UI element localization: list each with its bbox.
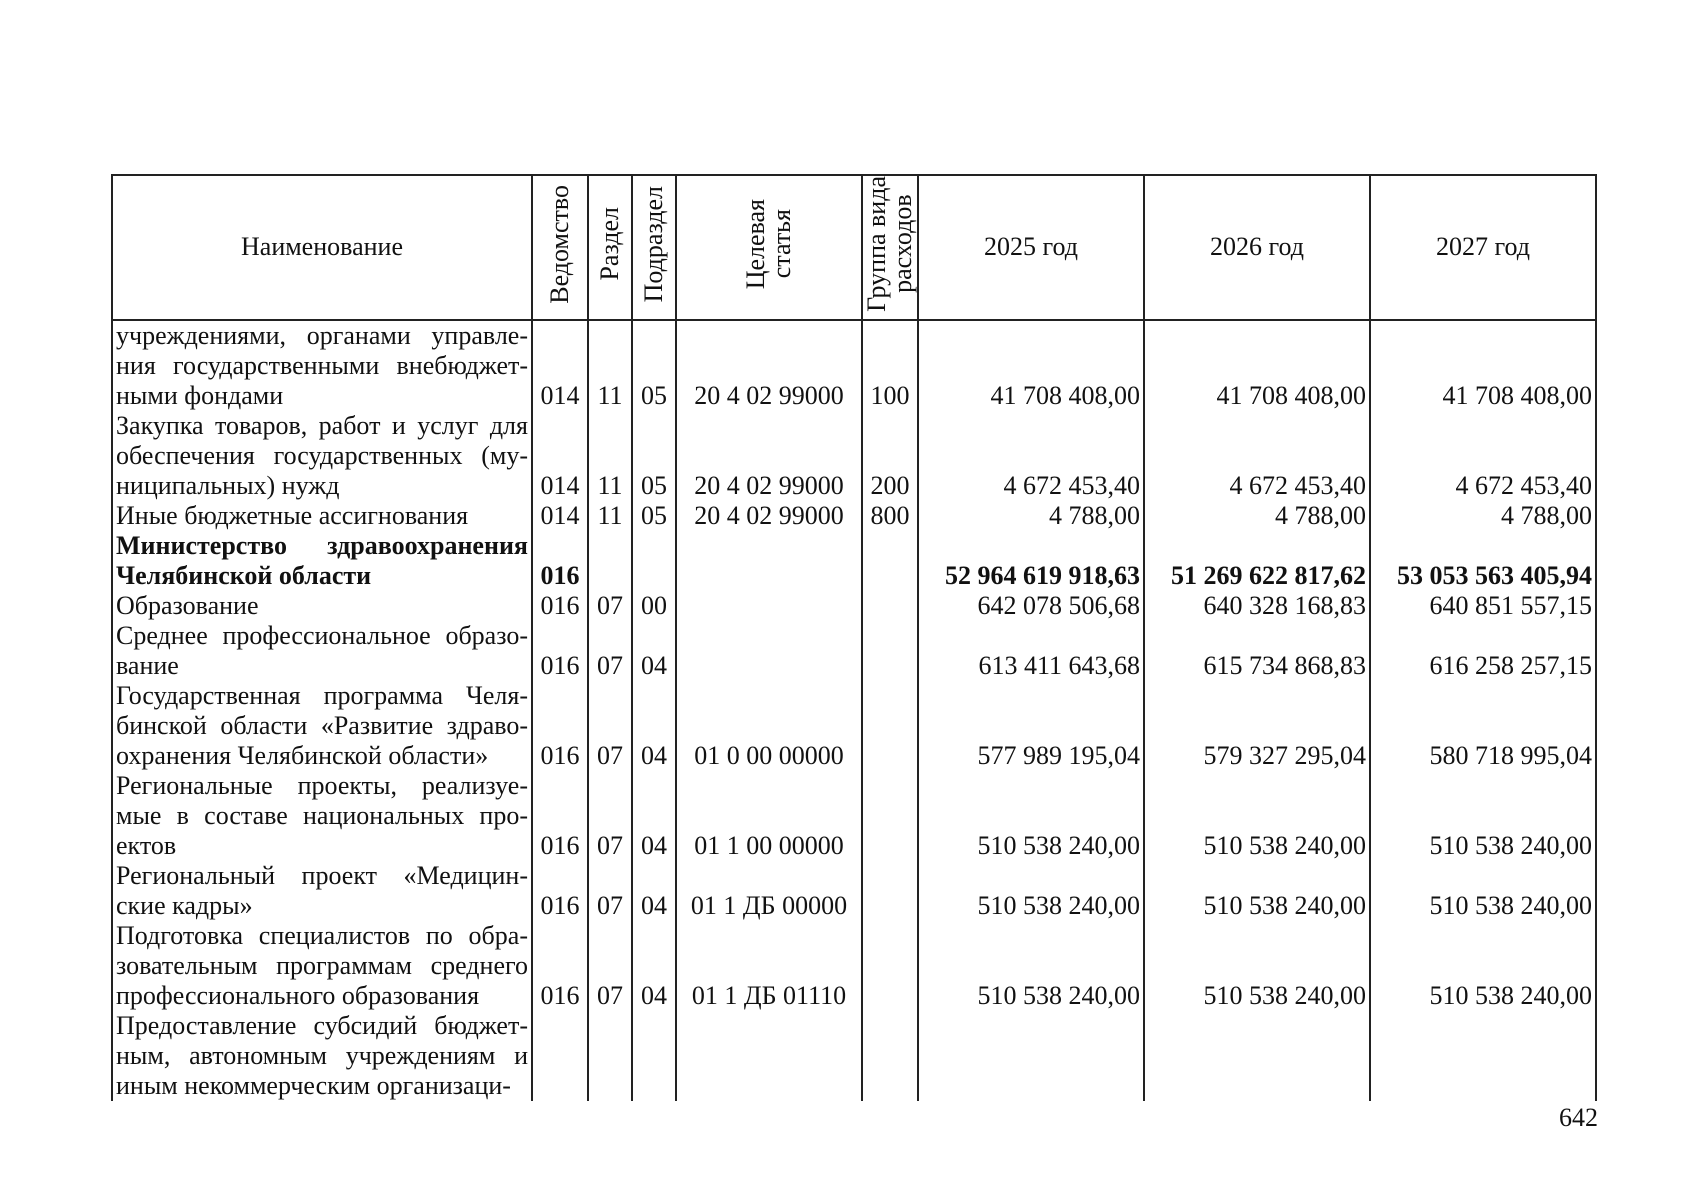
row-vedomstvo: 016: [532, 771, 588, 861]
row-value-2025: 510 538 240,00: [918, 921, 1144, 1011]
row-vedomstvo: 014: [532, 501, 588, 531]
row-razdel: 07: [588, 861, 632, 921]
row-gruppa: [862, 861, 918, 921]
row-value-2027: [1370, 1011, 1596, 1101]
row-value-2026: 51 269 622 817,62: [1144, 531, 1370, 591]
row-gruppa: [862, 681, 918, 771]
row-razdel: 07: [588, 621, 632, 681]
row-podrazdel: 04: [632, 921, 676, 1011]
row-value-2026: 510 538 240,00: [1144, 921, 1370, 1011]
row-value-2026: 510 538 240,00: [1144, 861, 1370, 921]
table-row: [112, 501, 1596, 531]
row-gruppa: [862, 1011, 918, 1101]
row-value-2026: [1144, 1011, 1370, 1101]
row-podrazdel: 05: [632, 320, 676, 411]
row-value-2027: 580 718 995,04: [1370, 681, 1596, 771]
row-value-2027: 4 672 453,40: [1370, 411, 1596, 501]
row-vedomstvo: 014: [532, 320, 588, 411]
row-value-2025: 4 672 453,40: [918, 411, 1144, 501]
row-name: Образование: [112, 591, 532, 621]
table-row: [112, 591, 1596, 621]
row-value-2027: 640 851 557,15: [1370, 591, 1596, 621]
row-value-2027: 4 788,00: [1370, 501, 1596, 531]
row-vedomstvo: 016: [532, 681, 588, 771]
row-gruppa: 800: [862, 501, 918, 531]
row-podrazdel: 04: [632, 861, 676, 921]
row-name: Региональный проект «Медицин-ские кадры»: [112, 861, 532, 921]
row-celevaya-statya: 20 4 02 99000: [676, 501, 862, 531]
row-podrazdel: 04: [632, 681, 676, 771]
row-value-2027: 510 538 240,00: [1370, 771, 1596, 861]
header-vedomstvo: Ведомство: [532, 175, 588, 320]
row-celevaya-statya: 01 1 ДБ 00000: [676, 861, 862, 921]
row-name: Подготовка специалистов по обра-зовательным программам среднего профессионального образования: [112, 921, 532, 1011]
table-row: [112, 861, 1596, 921]
row-gruppa: [862, 531, 918, 591]
row-name: Среднее профессиональное образо-вание: [112, 621, 532, 681]
row-vedomstvo: 016: [532, 591, 588, 621]
row-celevaya-statya: 20 4 02 99000: [676, 411, 862, 501]
row-vedomstvo: 014: [532, 411, 588, 501]
table-row: [112, 921, 1596, 1011]
table-row: [112, 621, 1596, 681]
row-celevaya-statya: 01 1 ДБ 01110: [676, 921, 862, 1011]
row-celevaya-statya: [676, 1011, 862, 1101]
header-name: Наименование: [112, 175, 532, 320]
header-razdel: Раздел: [588, 175, 632, 320]
table-header-row: [112, 175, 1596, 320]
page-number: 642: [1559, 1103, 1598, 1132]
row-value-2025: 52 964 619 918,63: [918, 531, 1144, 591]
row-vedomstvo: 016: [532, 531, 588, 591]
row-name: Предоставление субсидий бюджет-ным, автономным учреждениям и иным некоммерческим организаци-: [112, 1011, 532, 1101]
row-value-2026: 640 328 168,83: [1144, 591, 1370, 621]
row-celevaya-statya: 01 0 00 00000: [676, 681, 862, 771]
table-row: [112, 1011, 1596, 1101]
table-row: [112, 411, 1596, 501]
row-value-2027: 41 708 408,00: [1370, 320, 1596, 411]
row-name: Закупка товаров, работ и услуг для обеспечения государственных (му-ниципальных) нужд: [112, 411, 532, 501]
row-gruppa: 200: [862, 411, 918, 501]
row-podrazdel: 05: [632, 411, 676, 501]
budget-table: [111, 174, 1597, 1101]
header-2026: 2026 год: [1144, 175, 1370, 320]
header-2027: 2027 год: [1370, 175, 1596, 320]
row-razdel: 07: [588, 681, 632, 771]
row-vedomstvo: 016: [532, 621, 588, 681]
row-value-2025: 577 989 195,04: [918, 681, 1144, 771]
row-celevaya-statya: 20 4 02 99000: [676, 320, 862, 411]
row-value-2025: 510 538 240,00: [918, 861, 1144, 921]
row-podrazdel: 05: [632, 501, 676, 531]
row-value-2025: 510 538 240,00: [918, 771, 1144, 861]
row-razdel: 07: [588, 921, 632, 1011]
row-name: Министерство здравоохранения Челябинской области: [112, 531, 532, 591]
row-value-2026: 4 788,00: [1144, 501, 1370, 531]
row-name: Иные бюджетные ассигнования: [112, 501, 532, 531]
row-value-2026: 41 708 408,00: [1144, 320, 1370, 411]
header-2025: 2025 год: [918, 175, 1144, 320]
row-razdel: 07: [588, 771, 632, 861]
row-podrazdel: [632, 531, 676, 591]
row-razdel: 07: [588, 591, 632, 621]
row-gruppa: [862, 921, 918, 1011]
row-celevaya-statya: [676, 621, 862, 681]
row-value-2026: 4 672 453,40: [1144, 411, 1370, 501]
row-value-2027: 510 538 240,00: [1370, 861, 1596, 921]
row-value-2026: 615 734 868,83: [1144, 621, 1370, 681]
row-gruppa: [862, 621, 918, 681]
table-body: [112, 320, 1596, 1101]
table-row: [112, 681, 1596, 771]
header-celevaya-statya: Целевая статья: [676, 175, 862, 320]
row-value-2027: 53 053 563 405,94: [1370, 531, 1596, 591]
row-podrazdel: 04: [632, 621, 676, 681]
row-value-2025: 41 708 408,00: [918, 320, 1144, 411]
row-razdel: 11: [588, 320, 632, 411]
row-podrazdel: [632, 1011, 676, 1101]
row-name: учреждениями, органами управле-ния государственными внебюджет-ными фондами: [112, 320, 532, 411]
row-razdel: 11: [588, 411, 632, 501]
row-podrazdel: 00: [632, 591, 676, 621]
table-row: [112, 531, 1596, 591]
row-gruppa: [862, 591, 918, 621]
row-gruppa: 100: [862, 320, 918, 411]
row-value-2026: 579 327 295,04: [1144, 681, 1370, 771]
row-value-2026: 510 538 240,00: [1144, 771, 1370, 861]
header-podrazdel: Подраздел: [632, 175, 676, 320]
row-value-2025: 613 411 643,68: [918, 621, 1144, 681]
row-podrazdel: 04: [632, 771, 676, 861]
row-razdel: [588, 531, 632, 591]
row-gruppa: [862, 771, 918, 861]
row-value-2027: 510 538 240,00: [1370, 921, 1596, 1011]
table-row: [112, 771, 1596, 861]
row-vedomstvo: 016: [532, 921, 588, 1011]
row-value-2027: 616 258 257,15: [1370, 621, 1596, 681]
row-value-2025: [918, 1011, 1144, 1101]
table-row: [112, 320, 1596, 411]
row-name: Государственная программа Челя-бинской области «Развитие здраво-охранения Челябинской области»: [112, 681, 532, 771]
row-value-2025: 642 078 506,68: [918, 591, 1144, 621]
row-celevaya-statya: [676, 531, 862, 591]
row-value-2025: 4 788,00: [918, 501, 1144, 531]
row-celevaya-statya: 01 1 00 00000: [676, 771, 862, 861]
row-razdel: 11: [588, 501, 632, 531]
row-vedomstvo: 016: [532, 861, 588, 921]
header-gruppa-vida-raskhodov: Группа вида расходов: [862, 175, 918, 320]
row-name: Региональные проекты, реализуе-мые в составе национальных про-ектов: [112, 771, 532, 861]
row-celevaya-statya: [676, 591, 862, 621]
row-razdel: [588, 1011, 632, 1101]
row-vedomstvo: [532, 1011, 588, 1101]
